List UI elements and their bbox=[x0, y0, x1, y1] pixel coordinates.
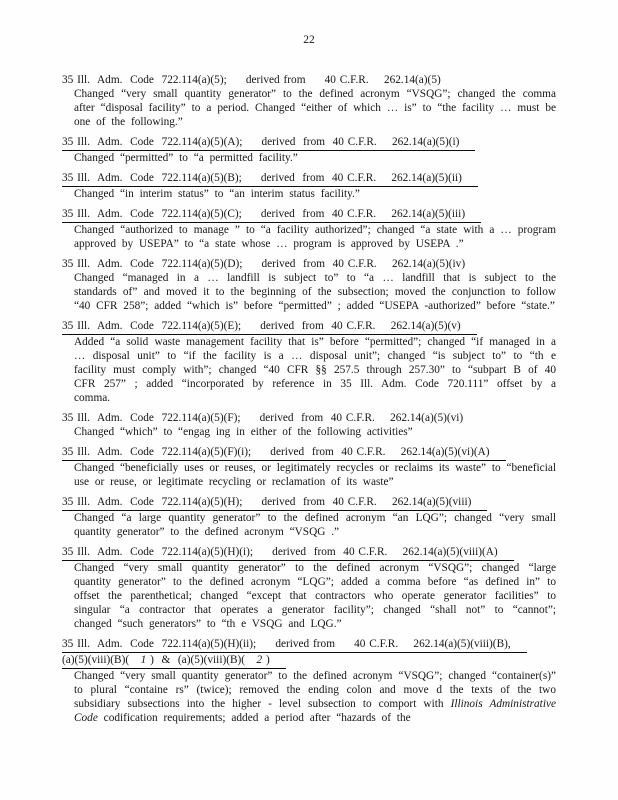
body-text: Added “a solid waste management facility that is” before “permitted”; changed “if managed in a … disposal unit” to “if the facility is a … disposal unit”; changed “is subject to” to “th e facility must comply with”; changed “40 CFR §§ 257.5 through 257.30” to “subpart B of 40 CFR 257” ; added “incorporated by reference in 35 Ill. Adm. Code 720.111” offset by a comma. bbox=[74, 336, 556, 404]
entry-heading bbox=[62, 73, 441, 87]
code-entry bbox=[62, 73, 556, 129]
heading-italic-text: 1 bbox=[140, 654, 147, 666]
entry-heading bbox=[62, 411, 463, 425]
code-entry bbox=[62, 411, 556, 439]
code-entry bbox=[62, 135, 556, 165]
body-text: Changed “authorized to manage ” to “a facility authorized”; changed “a state with a … program approved by USEPA” to “a state whose … program is approved by USEPA .” bbox=[74, 224, 556, 250]
code-entry bbox=[62, 495, 556, 539]
entry-body bbox=[74, 271, 556, 313]
entry-heading bbox=[62, 257, 465, 271]
entry-body bbox=[74, 187, 556, 201]
code-entry bbox=[62, 637, 556, 725]
entry-heading-underlined bbox=[62, 653, 286, 669]
entry-body bbox=[74, 223, 556, 251]
code-entry bbox=[62, 445, 556, 489]
heading-text: (a)(5)(viii)(B)( bbox=[62, 654, 141, 666]
entry-body bbox=[74, 335, 556, 405]
body-text: Changed “in interim status” to “an interim status facility.” bbox=[74, 188, 360, 200]
entry-heading-underlined bbox=[62, 445, 506, 461]
code-entry bbox=[62, 319, 556, 405]
body-text: Changed “very small quantity generator” to the defined acronym “VSQG”; changed “large quantity generator” to the defined acronym “LQG”; added a comma before “as defined in” to offset the parenthetical; changed “except that contractors who operate generator facilities” to singular “a contractor that operates a generator facility”; changed “shall not” to “cannot”; changed “such generators” to “th e VSQG and LQG.” bbox=[74, 562, 556, 630]
body-text: Changed “very small quantity generator” to the defined acronym “VSQG”; changed the comma after “disposal facility” to a period. Changed “either of which … is” to “the facility … must be one of the following.” bbox=[74, 88, 556, 128]
entry-body bbox=[74, 669, 556, 725]
body-italic-text: Illinois Administrative Code bbox=[74, 698, 556, 724]
heading-text: 35 Ill. Adm. Code 722.114(a)(5)(H); derived from 40 C.F.R. 262.14(a)(5)(viii) bbox=[62, 496, 472, 508]
heading-text: 35 Ill. Adm. Code 722.114(a)(5)(F)(i); derived from 40 C.F.R. 262.14(a)(5)(vi)(A) bbox=[62, 446, 490, 458]
entry-heading-underlined bbox=[62, 171, 478, 187]
heading-text: 35 Ill. Adm. Code 722.114(a)(5)(H)(i); derived from 40 C.F.R. 262.14(a)(5)(viii)(A) bbox=[62, 546, 498, 558]
code-entry bbox=[62, 257, 556, 313]
entry-body bbox=[74, 425, 556, 439]
entry-heading-underlined bbox=[62, 319, 477, 335]
entry-body bbox=[74, 461, 556, 489]
body-text: Changed “permitted” to “a permitted facility.” bbox=[74, 152, 298, 164]
body-text: Changed “very small quantity generator” to the defined acronym “VSQG”; changed “container(s)” to plural “containe rs” (twice); removed the ending colon and move d the texts of the two subsidiary subsections into the higher - level subsection to comport with bbox=[74, 670, 556, 710]
heading-text: 35 Ill. Adm. Code 722.114(a)(5)(A); derived from 40 C.F.R. 262.14(a)(5)(i) bbox=[62, 136, 460, 148]
body-text: Changed “which” to “engag ing in either of the following activities” bbox=[74, 426, 413, 438]
entry-body bbox=[74, 87, 556, 129]
heading-text: 35 Ill. Adm. Code 722.114(a)(5)(E); derived from 40 C.F.R. 262.14(a)(5)(v) bbox=[62, 320, 461, 332]
heading-text: 35 Ill. Adm. Code 722.114(a)(5)(D); derived from 40 C.F.R. 262.14(a)(5)(iv) bbox=[62, 258, 466, 270]
code-entry bbox=[62, 171, 556, 201]
entry-heading-underlined bbox=[62, 495, 487, 511]
heading-text: 35 Ill. Adm. Code 722.114(a)(5)(H)(ii); derived from 40 C.F.R. 262.14(a)(5)(viii)(B), bbox=[62, 638, 511, 650]
heading-text: 35 Ill. Adm. Code 722.114(a)(5); derived from 40 C.F.R. 262.14(a)(5) bbox=[62, 74, 441, 86]
heading-text: 35 Ill. Adm. Code 722.114(a)(5)(C); derived from 40 C.F.R. 262.14(a)(5)(iii) bbox=[62, 208, 466, 220]
entry-heading-underlined bbox=[62, 637, 527, 653]
body-text: Changed “managed in a … landfill is subject to” to “a … landfill that is subject to the standards of” and moved it to the beginning of the subsection; moved the conjunction to follow “40 CFR 258”; added “which is” before “permitted” ; added “USEPA -authorized” before “state.” bbox=[74, 272, 556, 312]
code-entry bbox=[62, 207, 556, 251]
heading-italic-text: 2 bbox=[256, 654, 263, 666]
body-text: Changed “beneficially uses or reuses, or legitimately recycles or reclaims its waste” to “beneficial use or reuse, or legitimate recycling or reclamation of its waste” bbox=[74, 462, 556, 488]
entry-heading-underlined bbox=[62, 207, 481, 223]
entries-list bbox=[62, 73, 556, 725]
page-number: 22 bbox=[303, 34, 315, 46]
heading-text: 35 Ill. Adm. Code 722.114(a)(5)(F); derived from 40 C.F.R. 262.14(a)(5)(vi) bbox=[62, 412, 464, 424]
entry-body bbox=[74, 151, 556, 165]
heading-text: 35 Ill. Adm. Code 722.114(a)(5)(B); derived from 40 C.F.R. 262.14(a)(5)(ii) bbox=[62, 172, 462, 184]
body-text: codification requirements; added a period after “hazards of the bbox=[97, 712, 411, 724]
heading-text: ) bbox=[262, 654, 270, 666]
body-text: Changed “a large quantity generator” to the defined acronym “an LQG”; changed “very small quantity generator” to the defined acronym “VSQG .” bbox=[74, 512, 556, 538]
heading-text: ) & (a)(5)(viii)(B)( bbox=[146, 654, 257, 666]
entry-heading-underlined bbox=[62, 545, 514, 561]
code-entry bbox=[62, 545, 556, 631]
entry-body bbox=[74, 511, 556, 539]
entry-body bbox=[74, 561, 556, 631]
entry-heading-underlined bbox=[62, 135, 475, 151]
